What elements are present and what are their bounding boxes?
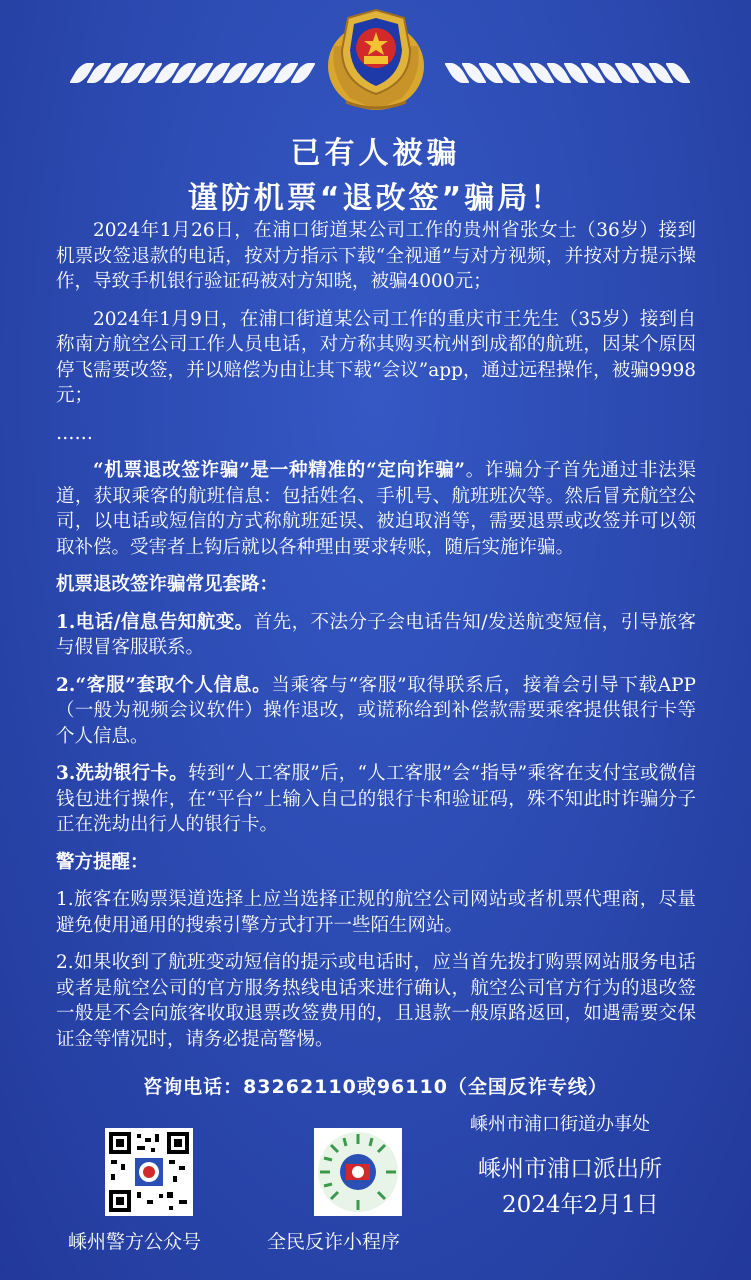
routines-heading: 机票退改签诈骗常见套路： — [56, 574, 279, 595]
case-paragraph-2: 2024年1月9日，在浦口街道某公司工作的重庆市王先生（35岁）接到自称南方航空公司工作人员电话，对方称其购买杭州到成都的航班，因某个原因停飞需要改签，并以赔偿为由让其下载“会议”app，通过远程操作，被骗9998元； — [56, 308, 696, 406]
main-content — [56, 218, 696, 1064]
routine-text: 转到“人工客服”后，“人工客服”会“指导”乘客在支付宝或微信钱包进行操作，在“平台”上输入自己的银行卡和验证码，殊不知此时诈骗分子正在洗劫出行人的银行卡。 — [56, 763, 696, 835]
intro-paragraph — [56, 458, 696, 560]
intro-bold: “机票退改签诈骗”是一种精准的“定向诈骗” — [93, 460, 466, 481]
wechat-qr-code[interactable] — [105, 1128, 193, 1216]
routine-title: 1.电话/信息告知航变。 — [56, 611, 254, 633]
case-paragraph-1: 2024年1月26日，在浦口街道某公司工作的贵州省张女士（36岁）接到机票改签退款的电话，按对方指示下载“全视通”与对方视频，并按对方提示操作，导致手机银行验证码被对方知晓，被骗4000元； — [56, 220, 696, 292]
page-title: 已有人被骗 — [290, 136, 461, 171]
alert-heading: 警方提醒： — [56, 851, 149, 873]
hotline-text: 咨询电话：83262110或96110（全国反诈专线） — [143, 1076, 608, 1098]
alert-item: 1.旅客在购票渠道选择上应当选择正规的航空公司网站或者机票代理商，尽量避免使用通用的搜索引擎方式打开一些陌生网站。 — [56, 889, 696, 936]
qr2-label: 全民反诈小程序 — [267, 1231, 401, 1253]
routine-item — [56, 610, 696, 661]
left-wing-decoration — [75, 60, 310, 86]
issuer-station: 嵊州市浦口派出所 — [478, 1156, 662, 1182]
routine-title: 2.“客服”套取个人信息。 — [56, 674, 272, 696]
page-subtitle: 谨防机票“退改签”骗局！ — [187, 181, 564, 216]
routine-item — [56, 761, 696, 838]
issue-date: 2024年2月1日 — [502, 1192, 659, 1218]
right-wing-decoration — [450, 60, 685, 86]
police-emblem-icon — [320, 6, 432, 114]
header-banner — [0, 0, 751, 120]
intro-text: 。诈骗分子首先通过非法渠道，获取乘客的航班信息：包括姓名、手机号、航班班次等。然后冒充航空公司，以电话或短信的方式称航班延误、被迫取消等，需要退票或改签并可以领取补偿。受害者上钩后就以各种理由要求转账，随后实施诈骗。 — [56, 460, 696, 558]
qr1-label: 嵊州警方公众号 — [68, 1231, 202, 1253]
routine-text: 首先，不法分子会电话告知/发送航变短信，引导旅客与假冒客服联系。 — [56, 611, 696, 658]
ellipsis: …… — [56, 422, 93, 444]
routine-text: 当乘客与“客服”取得联系后，接着会引导下载APP（一般为视频会议软件）操作退改，或谎称给到补偿款需要乘客提供银行卡等个人信息。 — [56, 674, 696, 747]
routine-title: 3.洗劫银行卡。 — [56, 763, 189, 784]
mini-program-code[interactable] — [314, 1128, 402, 1216]
alert-item: 2.如果收到了航班变动短信的提示或电话时，应当首先拨打购票网站服务电话或者是航空公司的官方服务热线电话来进行确认，航空公司官方行为的退改签一般是不会向旅客收取退票改签费用的，且退款一般原路返回，如遇需要交保证金等情况时，请务必提高警惕。 — [56, 952, 696, 1050]
issuer-office: 嵊州市浦口街道办事处 — [470, 1114, 650, 1135]
qr-code-icon — [107, 1130, 191, 1214]
routine-item — [56, 673, 696, 750]
mini-program-code-icon — [316, 1130, 400, 1214]
